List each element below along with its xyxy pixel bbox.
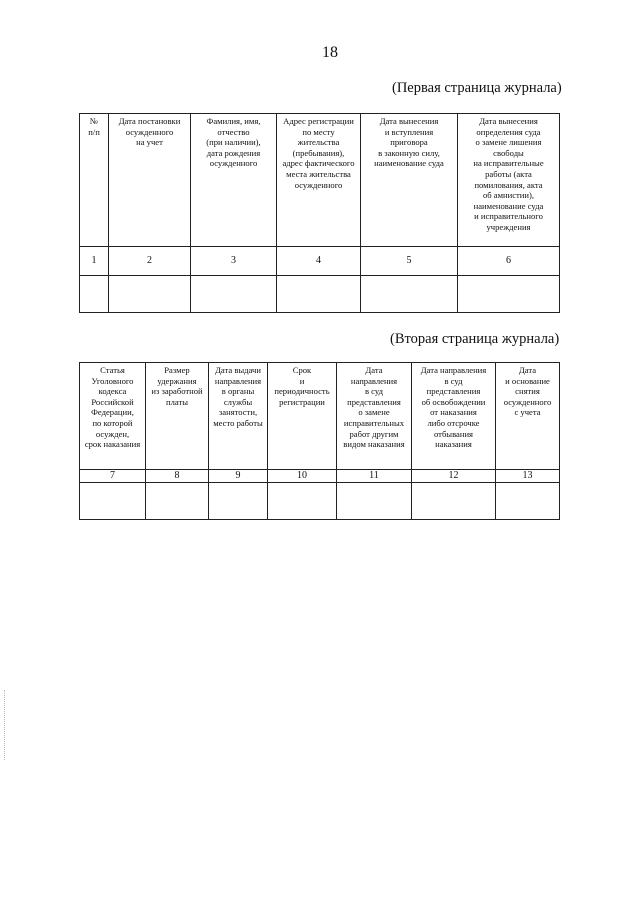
header-cell: Дата выдачи направления в органы службы занятости, место работы [209, 363, 268, 470]
journal-page2-caption: (Вторая страница журнала) [390, 331, 560, 347]
header-cell: Статья Уголовного кодекса Российской Федерации, по которой осужден, срок наказания [80, 363, 146, 470]
column-number: 12 [412, 470, 496, 483]
table-cell[interactable] [458, 276, 560, 313]
journal-page1-table [79, 113, 560, 313]
column-number: 4 [277, 247, 361, 276]
column-number: 2 [109, 247, 191, 276]
header-cell: Дата направления в суд представления об освобождении от наказания либо отсрочке отбывания наказания [412, 363, 496, 470]
table-cell[interactable] [277, 276, 361, 313]
table-cell[interactable] [361, 276, 458, 313]
header-cell: Срок и периодичность регистрации [268, 363, 337, 470]
header-cell: Дата вынесения определения суда о замене лишения свободы на исправительные работы (акта помилования, акта об амнистии), наименование суда и исправительного учреждения [458, 114, 560, 247]
column-number: 13 [496, 470, 560, 483]
header-cell: № п/п [80, 114, 109, 247]
table-header-row [80, 363, 560, 470]
column-number-row [80, 247, 560, 276]
table-cell[interactable] [80, 483, 146, 520]
column-number: 6 [458, 247, 560, 276]
table-header-row [80, 114, 560, 247]
column-number: 5 [361, 247, 458, 276]
column-number: 9 [209, 470, 268, 483]
column-number: 8 [146, 470, 209, 483]
column-number: 3 [191, 247, 277, 276]
column-number: 7 [80, 470, 146, 483]
header-cell: Адрес регистрации по месту жительства (пребывания), адрес фактического места жительства осужденного [277, 114, 361, 247]
header-cell: Фамилия, имя, отчество (при наличии), дата рождения осужденного [191, 114, 277, 247]
table-cell[interactable] [337, 483, 412, 520]
table-cell[interactable] [496, 483, 560, 520]
column-number: 1 [80, 247, 109, 276]
table-cell[interactable] [412, 483, 496, 520]
table-cell[interactable] [109, 276, 191, 313]
table-cell[interactable] [80, 276, 109, 313]
header-cell: Дата вынесения и вступления приговора в законную силу, наименование суда [361, 114, 458, 247]
column-number: 11 [337, 470, 412, 483]
column-number: 10 [268, 470, 337, 483]
page-number: 18 [322, 44, 338, 61]
table-row [80, 483, 560, 520]
header-cell: Размер удержания из заработной платы [146, 363, 209, 470]
journal-page1-caption: (Первая страница журнала) [392, 80, 562, 96]
header-cell: Дата и основание снятия осужденного с учета [496, 363, 560, 470]
journal-page2-table [79, 362, 560, 520]
header-cell: Дата направления в суд представления о замене исправительных работ другим видом наказания [337, 363, 412, 470]
table-cell[interactable] [146, 483, 209, 520]
column-number-row [80, 470, 560, 483]
table-cell[interactable] [209, 483, 268, 520]
table-cell[interactable] [268, 483, 337, 520]
table-cell[interactable] [191, 276, 277, 313]
header-cell: Дата постановки осужденного на учет [109, 114, 191, 247]
table-row [80, 276, 560, 313]
scan-margin-mark [4, 690, 6, 760]
